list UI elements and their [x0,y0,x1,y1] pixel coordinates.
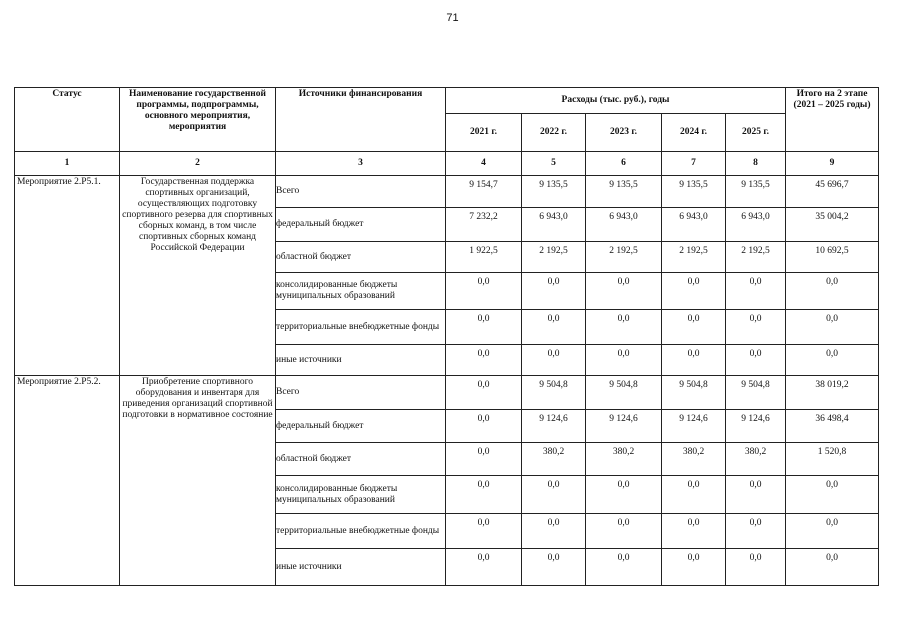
value-cell: 6 943,0 [662,208,726,242]
header-total: Итого на 2 этапе (2021 – 2025 годы) [786,88,879,152]
value-cell: 380,2 [586,443,662,476]
source-cell: Всего [276,376,446,410]
value-cell: 0,0 [446,310,522,345]
header-sources: Источники финансирования [276,88,446,152]
value-cell: 9 504,8 [726,376,786,410]
value-cell: 9 135,5 [586,176,662,208]
value-cell: 0,0 [662,549,726,586]
total-cell: 35 004,2 [786,208,879,242]
value-cell: 9 154,7 [446,176,522,208]
page-number: 71 [446,12,459,24]
value-cell: 9 135,5 [662,176,726,208]
source-cell: областной бюджет [276,443,446,476]
table-row [15,176,879,208]
value-cell: 2 192,5 [522,242,586,273]
status-cell: Мероприятие 2.P5.2. [15,376,120,586]
value-cell: 0,0 [446,514,522,549]
value-cell: 0,0 [586,310,662,345]
value-cell: 0,0 [446,376,522,410]
value-cell: 0,0 [726,476,786,514]
value-cell: 0,0 [586,514,662,549]
total-cell: 45 696,7 [786,176,879,208]
value-cell: 0,0 [586,476,662,514]
value-cell: 380,2 [726,443,786,476]
source-cell: Всего [276,176,446,208]
value-cell: 6 943,0 [726,208,786,242]
name-cell: Приобретение спортивного оборудования и инвентаря для приведения организаций спортивной подготовки в нормативное состояние [120,376,276,586]
column-number: 5 [522,152,586,176]
status-cell: Мероприятие 2.P5.1. [15,176,120,376]
header-year: 2025 г. [726,114,786,152]
value-cell: 0,0 [522,549,586,586]
value-cell: 0,0 [446,476,522,514]
total-cell: 1 520,8 [786,443,879,476]
value-cell: 380,2 [522,443,586,476]
name-cell: Государственная поддержка спортивных организаций, осуществляющих подготовку спортивного резерва для спортивных сборных команд, в том числе спортивных сборных команд Российской Федерации [120,176,276,376]
value-cell: 0,0 [522,476,586,514]
value-cell: 0,0 [726,549,786,586]
column-number: 6 [586,152,662,176]
total-cell: 10 692,5 [786,242,879,273]
value-cell: 0,0 [446,273,522,310]
source-cell: иные источники [276,549,446,586]
header-expenses: Расходы (тыс. руб.), годы [446,88,786,114]
value-cell: 0,0 [662,514,726,549]
source-cell: консолидированные бюджеты муниципальных образований [276,273,446,310]
value-cell: 0,0 [726,345,786,376]
header-year: 2024 г. [662,114,726,152]
value-cell: 0,0 [726,273,786,310]
column-number: 1 [15,152,120,176]
value-cell: 0,0 [446,345,522,376]
value-cell: 9 504,8 [522,376,586,410]
total-cell: 0,0 [786,476,879,514]
header-status: Статус [15,88,120,152]
column-number: 4 [446,152,522,176]
header-name: Наименование государственной программы, подпрограммы, основного мероприятия, мероприятия [120,88,276,152]
value-cell: 0,0 [662,345,726,376]
source-cell: консолидированные бюджеты муниципальных образований [276,476,446,514]
total-cell: 0,0 [786,345,879,376]
column-number: 9 [786,152,879,176]
column-number: 2 [120,152,276,176]
value-cell: 0,0 [662,273,726,310]
value-cell: 9 504,8 [662,376,726,410]
header-year: 2021 г. [446,114,522,152]
value-cell: 9 124,6 [726,410,786,443]
value-cell: 2 192,5 [662,242,726,273]
value-cell: 0,0 [446,549,522,586]
value-cell: 2 192,5 [726,242,786,273]
value-cell: 9 135,5 [726,176,786,208]
value-cell: 0,0 [586,345,662,376]
source-cell: федеральный бюджет [276,208,446,242]
value-cell: 0,0 [522,273,586,310]
value-cell: 9 124,6 [662,410,726,443]
value-cell: 0,0 [586,273,662,310]
value-cell: 0,0 [446,410,522,443]
value-cell: 1 922,5 [446,242,522,273]
budget-table [14,87,879,586]
value-cell: 9 135,5 [522,176,586,208]
total-cell: 0,0 [786,514,879,549]
value-cell: 0,0 [586,549,662,586]
total-cell: 0,0 [786,310,879,345]
total-cell: 38 019,2 [786,376,879,410]
table-row [15,376,879,410]
value-cell: 0,0 [662,476,726,514]
value-cell: 6 943,0 [586,208,662,242]
value-cell: 9 124,6 [586,410,662,443]
value-cell: 0,0 [522,514,586,549]
header-year: 2023 г. [586,114,662,152]
source-cell: иные источники [276,345,446,376]
total-cell: 0,0 [786,549,879,586]
value-cell: 0,0 [446,443,522,476]
total-cell: 0,0 [786,273,879,310]
column-number: 7 [662,152,726,176]
value-cell: 0,0 [522,345,586,376]
value-cell: 380,2 [662,443,726,476]
column-number: 3 [276,152,446,176]
value-cell: 0,0 [662,310,726,345]
value-cell: 0,0 [726,310,786,345]
value-cell: 9 504,8 [586,376,662,410]
value-cell: 0,0 [522,310,586,345]
total-cell: 36 498,4 [786,410,879,443]
value-cell: 9 124,6 [522,410,586,443]
value-cell: 2 192,5 [586,242,662,273]
value-cell: 0,0 [726,514,786,549]
column-number: 8 [726,152,786,176]
header-year: 2022 г. [522,114,586,152]
source-cell: территориальные внебюджетные фонды [276,514,446,549]
value-cell: 6 943,0 [522,208,586,242]
source-cell: территориальные внебюджетные фонды [276,310,446,345]
source-cell: федеральный бюджет [276,410,446,443]
source-cell: областной бюджет [276,242,446,273]
value-cell: 7 232,2 [446,208,522,242]
